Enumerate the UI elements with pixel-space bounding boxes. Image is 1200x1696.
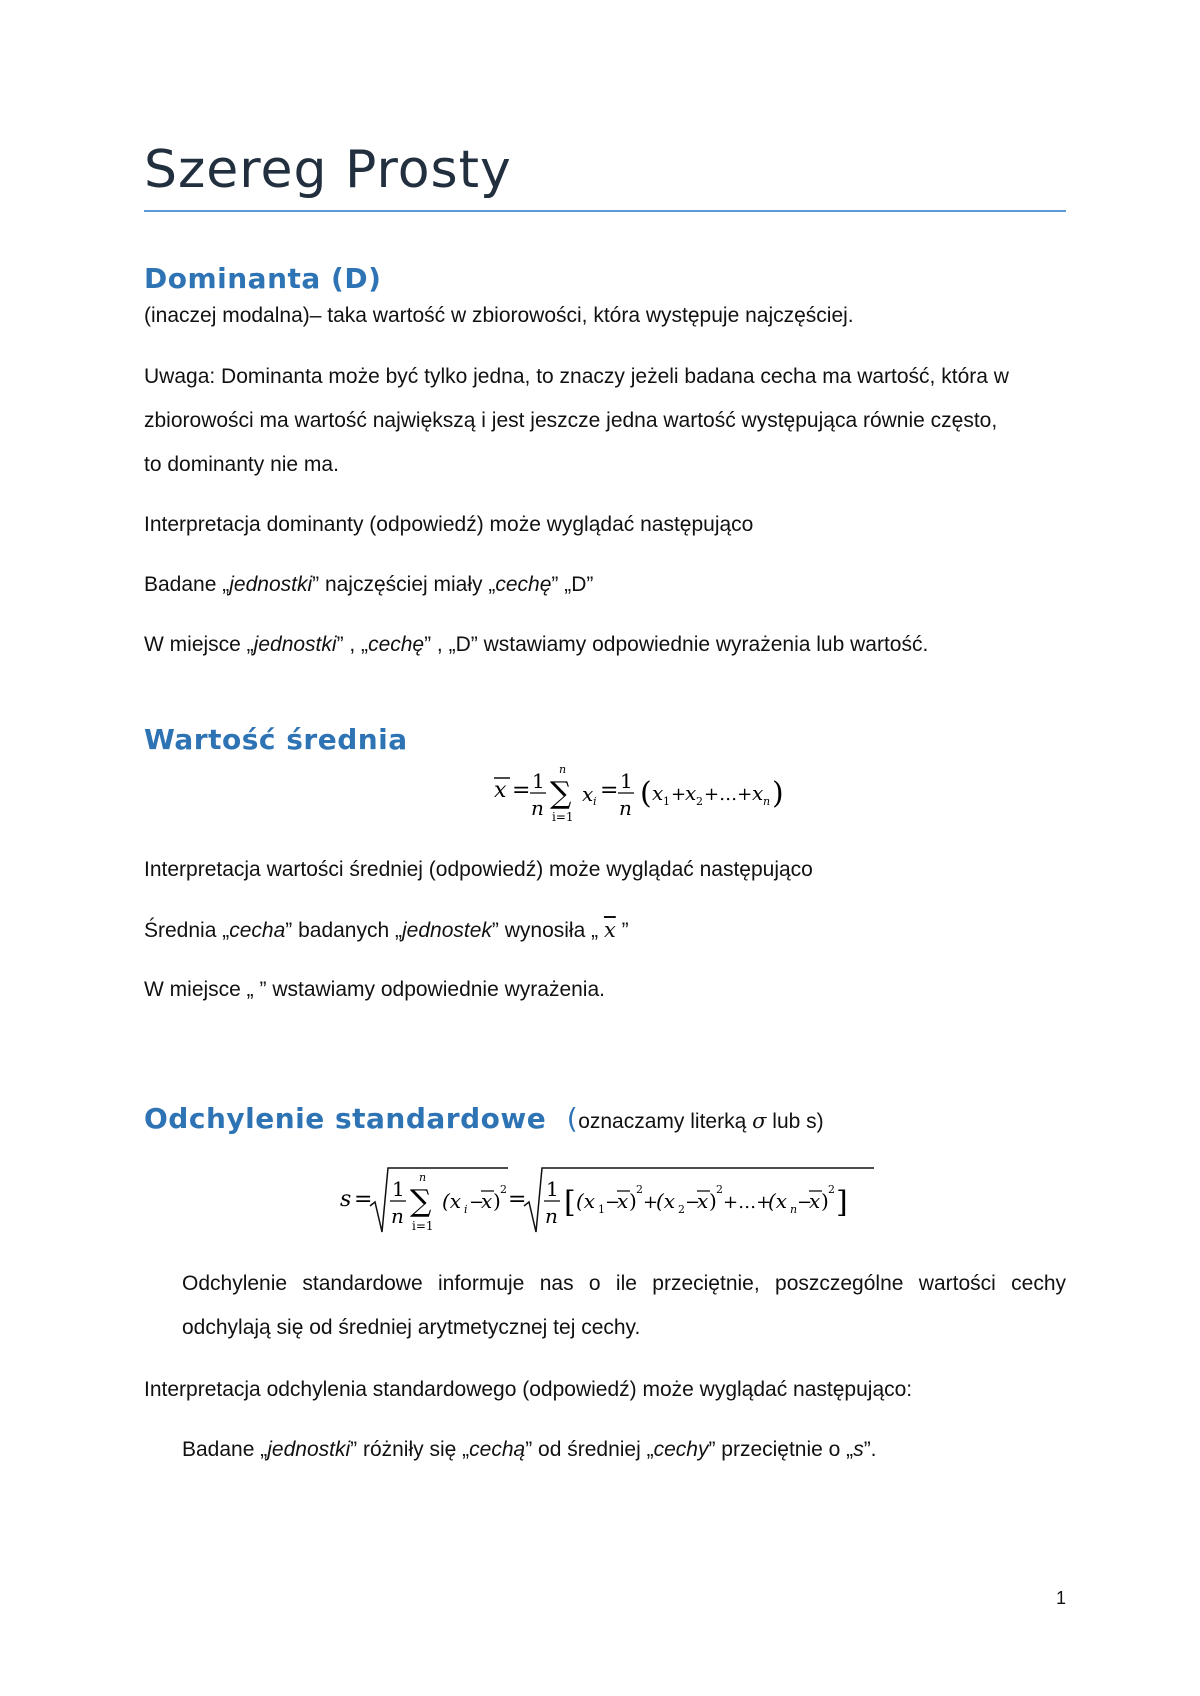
svg-text:(x: (x	[442, 1189, 462, 1213]
svg-text:∑: ∑	[550, 776, 572, 811]
svg-text:n: n	[531, 796, 544, 820]
page-title: Szereg Prosty	[144, 140, 512, 200]
srednia-replace-instruction: W miejsce „ ” wstawiamy odpowiednie wyrażenia.	[144, 978, 605, 1001]
svg-text:x: x	[582, 782, 594, 806]
svg-text:2: 2	[636, 1183, 643, 1196]
page-number: 1	[1055, 1588, 1066, 1608]
dominanta-note-line-3: to dominanty nie ma.	[144, 453, 339, 476]
svg-text:(: (	[640, 776, 652, 811]
svg-text:+: +	[671, 784, 687, 805]
svg-text:−: −	[797, 1192, 813, 1213]
odchylenie-example: Badane „jednostki” różniły się „cechą” od średniej „cechy” przeciętnie o „s”.	[182, 1438, 877, 1461]
formula-standard-deviation	[338, 1160, 878, 1240]
svg-text:(x: (x	[656, 1189, 676, 1213]
svg-text:+…+: +…+	[704, 784, 753, 805]
svg-text:1: 1	[663, 795, 670, 808]
svg-text:i: i	[593, 795, 597, 808]
svg-text:x: x	[617, 1189, 629, 1213]
svg-text:∑: ∑	[410, 1184, 432, 1219]
svg-text:n: n	[545, 1204, 558, 1228]
srednia-example: Średnia „cecha” badanych „jednostek” wynosiła „ $\overline{x}$ ”	[144, 918, 629, 942]
svg-text:−: −	[685, 1192, 701, 1213]
svg-text:2: 2	[500, 1183, 507, 1196]
svg-text:+: +	[643, 1192, 659, 1213]
svg-text:n: n	[790, 1203, 798, 1216]
svg-text:2: 2	[716, 1183, 723, 1196]
svg-text:=: =	[600, 778, 619, 803]
srednia-interpretation-intro: Interpretacja wartości średniej (odpowiedź) może wyglądać następująco	[144, 858, 813, 881]
dominanta-interpretation-intro: Interpretacja dominanty (odpowiedź) może wyglądać następująco	[144, 513, 754, 536]
svg-text:): )	[821, 1189, 829, 1213]
heading-dominanta: Dominanta (D)	[144, 262, 382, 295]
svg-text:+…+: +…+	[723, 1192, 772, 1213]
svg-text:i: i	[464, 1203, 468, 1216]
dominanta-example: Badane „jednostki” najczęściej miały „cechę” „D”	[144, 573, 594, 596]
svg-text:n: n	[391, 1204, 404, 1228]
svg-text:=: =	[508, 1187, 527, 1212]
svg-text:): )	[493, 1189, 501, 1213]
svg-text:(x: (x	[576, 1189, 596, 1213]
svg-text:x: x	[652, 781, 664, 805]
svg-text:2: 2	[696, 795, 703, 808]
svg-text:(x: (x	[768, 1189, 788, 1213]
svg-text:i=1: i=1	[552, 810, 574, 824]
formula-mean	[490, 760, 800, 830]
svg-text:−: −	[605, 1192, 621, 1213]
title-underline	[144, 210, 1066, 212]
svg-text:s: s	[340, 1187, 352, 1212]
svg-text:n: n	[619, 796, 632, 820]
svg-text:x: x	[685, 781, 697, 805]
svg-text:1: 1	[392, 1177, 405, 1201]
svg-text:n: n	[559, 763, 567, 776]
dominanta-replace-instruction: W miejsce „jednostki” , „cechę” , „D” wstawiamy odpowiednie wyrażenia lub wartość.	[144, 633, 929, 656]
dominanta-note-line-1: Uwaga: Dominanta może być tylko jedna, to znaczy jeżeli badana cecha ma wartość, która w	[144, 365, 1009, 388]
svg-text:x: x	[809, 1189, 821, 1213]
svg-text:x: x	[481, 1189, 493, 1213]
svg-text:=: =	[512, 778, 531, 803]
svg-text:): )	[709, 1189, 717, 1213]
svg-text:1: 1	[598, 1203, 605, 1216]
svg-text:1: 1	[620, 769, 633, 793]
svg-text:−: −	[469, 1192, 485, 1213]
svg-text:2: 2	[678, 1203, 685, 1216]
svg-text:): )	[772, 776, 784, 811]
svg-text:]: ]	[836, 1185, 848, 1220]
odchylenie-description: Odchylenie standardowe informuje nas o ile przeciętnie, poszczególne wartości cechy odchylają się od średniej arytmetycznej tej cechy.	[182, 1272, 1066, 1339]
dominanta-definition: (inaczej modalna)– taka wartość w zbiorowości, która występuje najczęściej.	[144, 304, 854, 327]
svg-text:1: 1	[546, 1177, 559, 1201]
svg-text:x: x	[752, 781, 764, 805]
svg-text:1: 1	[532, 769, 545, 793]
svg-text:2: 2	[828, 1183, 835, 1196]
svg-text:x: x	[494, 778, 507, 803]
svg-text:[: [	[564, 1185, 576, 1220]
svg-text:): )	[629, 1189, 637, 1213]
svg-text:x: x	[697, 1189, 709, 1213]
odchylenie-interpretation-intro: Interpretacja odchylenia standardowego (odpowiedź) może wyglądać następująco:	[144, 1378, 913, 1401]
svg-text:n: n	[763, 795, 771, 808]
heading-odchylenie: Odchylenie standardowe (oznaczamy literką σ lub s)	[144, 1102, 824, 1135]
svg-text:i=1: i=1	[412, 1219, 434, 1233]
svg-text:n: n	[419, 1171, 427, 1184]
svg-text:=: =	[354, 1187, 373, 1212]
heading-srednia: Wartość średnia	[144, 723, 408, 756]
dominanta-note-line-2: zbiorowości ma wartość największą i jest jeszcze jedna wartość występująca równie często,	[144, 409, 998, 432]
